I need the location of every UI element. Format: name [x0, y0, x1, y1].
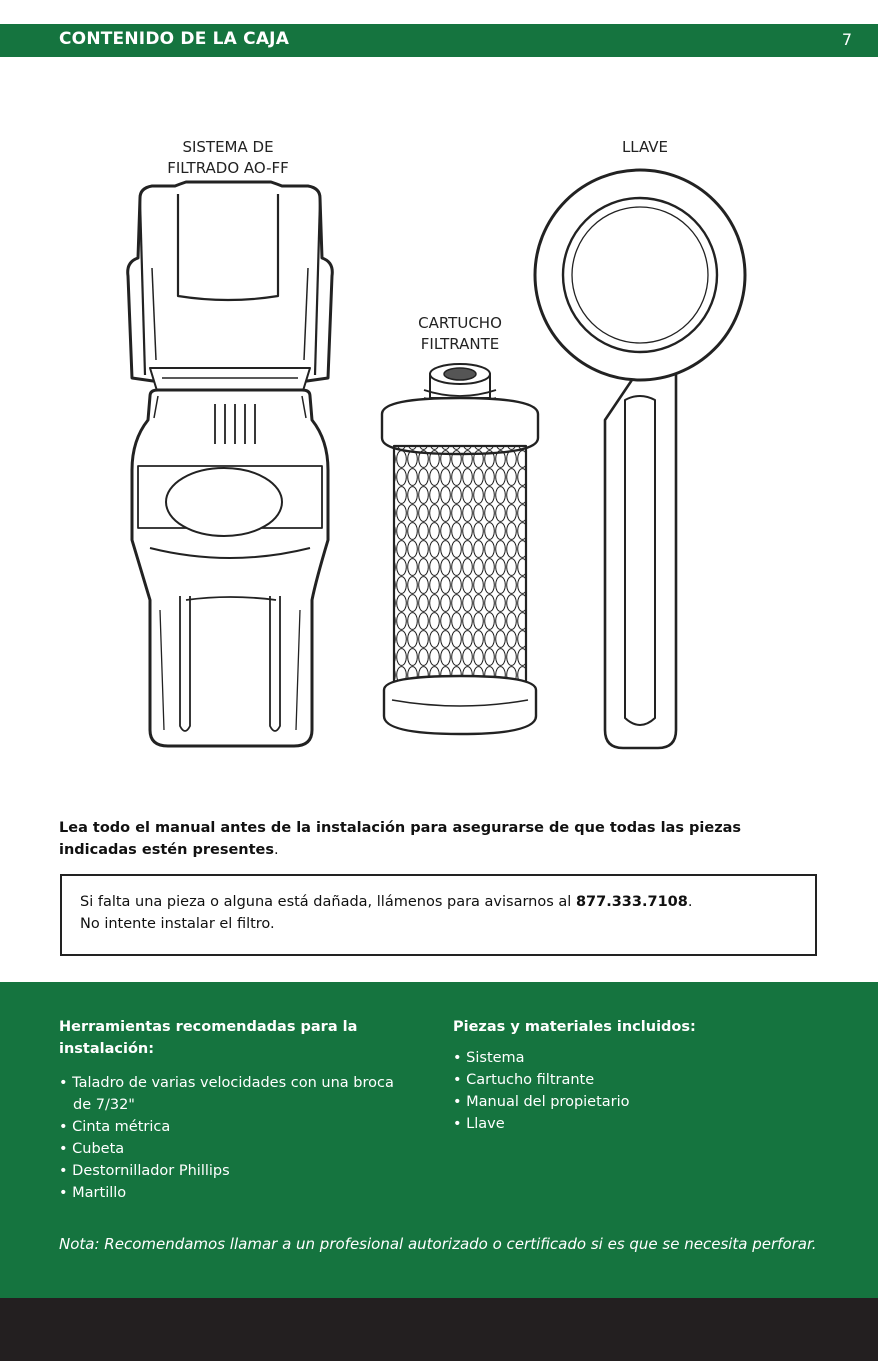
notice-line2: No intente instalar el filtro. [80, 916, 275, 932]
system-label-line2: FILTRADO AO-FF [167, 159, 289, 177]
tools-list [59, 1072, 399, 1204]
list-item: • Llave [453, 1116, 505, 1132]
intro-text [59, 817, 819, 861]
wrench-illustration [535, 170, 745, 748]
list-item: • Martillo [59, 1185, 127, 1201]
cartridge-label-line1: CARTUCHO [418, 314, 502, 332]
list-item: • Cartucho filtrante [453, 1072, 595, 1088]
tools-section [0, 982, 878, 1298]
note-text: Nota: Recomendamos llamar a un profesional autorizado o certificado si es que se necesita perforar. [59, 1235, 817, 1253]
tools-title: Herramientas recomendadas para la instalación: [59, 1019, 358, 1057]
system-label-line1: SISTEMA DE [182, 138, 274, 156]
wrench-label: LLAVE [621, 138, 669, 156]
page-number: 7 [841, 30, 852, 49]
list-item: • Cinta métrica [59, 1119, 171, 1135]
cartridge-label-line2: FILTRANTE [420, 335, 500, 353]
parts-title: Piezas y materiales incluidos: [453, 1019, 696, 1035]
filter-system-illustration [128, 182, 333, 746]
notice-text [80, 891, 800, 935]
page-title: CONTENIDO DE LA CAJA [59, 29, 290, 49]
list-item: • Sistema [453, 1050, 525, 1066]
list-item: • Taladro de varias velocidades con una broca de 7/32" [59, 1075, 394, 1113]
list-item: • Destornillador Phillips [59, 1163, 230, 1179]
phone-number: 877.333.7108 [575, 894, 688, 910]
cartridge-illustration [382, 364, 538, 734]
notice-text-after: . [687, 894, 693, 910]
intro-period: . [274, 842, 279, 858]
notice-text-before: Si falta una pieza o alguna está dañada, llámenos para avisarnos al [80, 894, 576, 910]
list-item: • Manual del propietario [453, 1094, 630, 1110]
intro-bold-text: Lea todo el manual antes de la instalación para asegurarse de que todas las piezas indicadas estén presentes [59, 820, 742, 858]
parts-list [453, 1047, 833, 1135]
list-item: • Cubeta [59, 1141, 125, 1157]
footer-bar [0, 1298, 878, 1361]
notice-box [60, 874, 817, 956]
